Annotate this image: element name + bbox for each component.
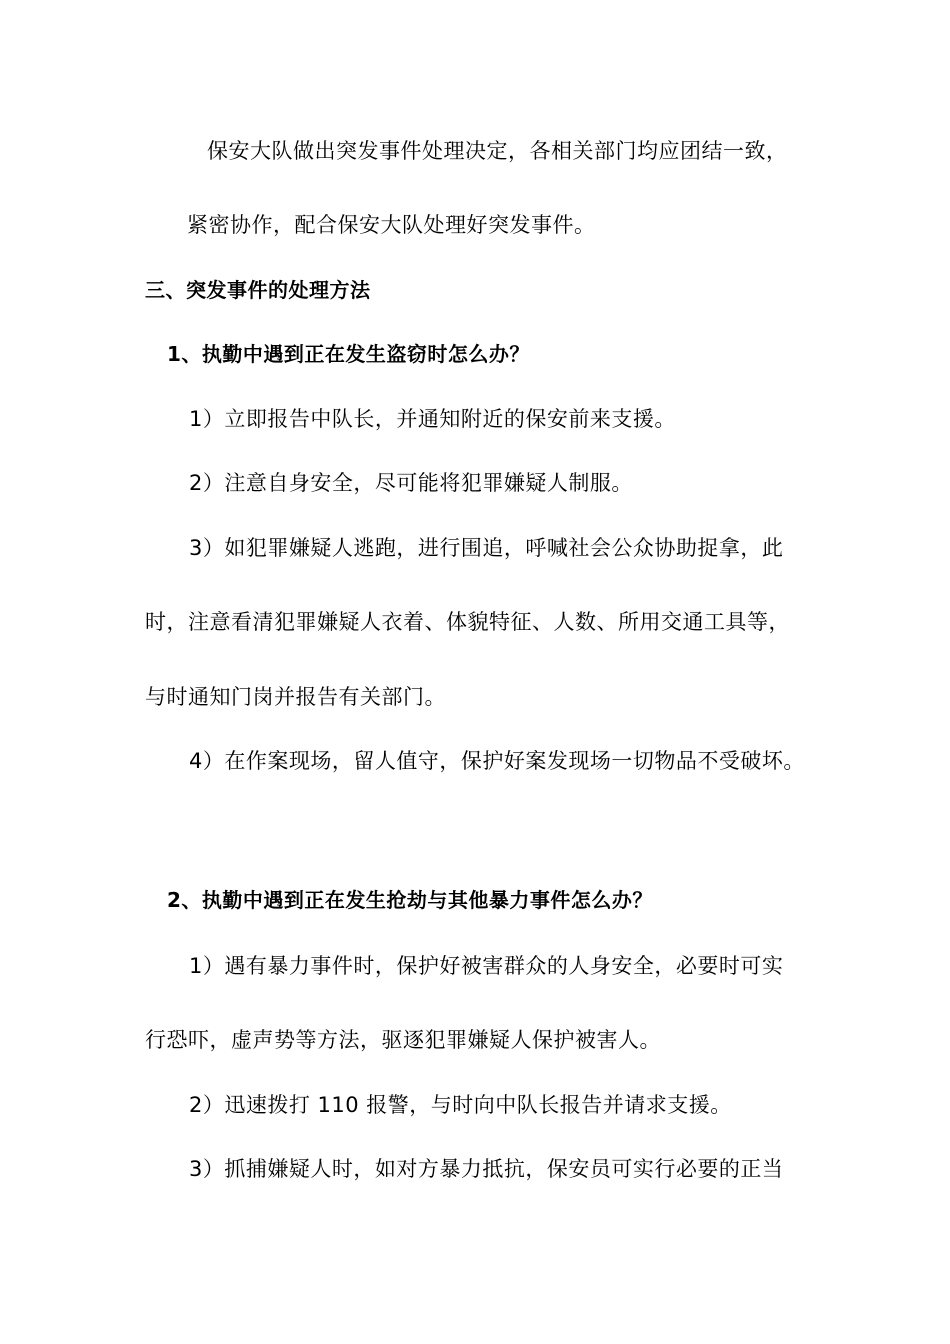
list-item: 3）如犯罪嫌疑人逃跑，进行围追，呼喊社会公众协助捉拿，此 [189,536,784,560]
paragraph-line: 行恐吓，虚声势等方法，驱逐犯罪嫌疑人保护被害人。 [145,1028,661,1052]
paragraph-line: 保安大队做出突发事件处理决定，各相关部门均应团结一致， [207,139,788,163]
list-item: 2）注意自身安全，尽可能将犯罪嫌疑人制服。 [189,471,633,495]
subsection-heading: 2、执勤中遇到正在发生抢劫与其他暴力事件怎么办？ [167,888,653,912]
list-item: 3）抓捕嫌疑人时，如对方暴力抵抗，保安员可实行必要的正当 [189,1157,784,1181]
section-heading: 三、突发事件的处理方法 [145,278,371,302]
paragraph-line: 紧密协作，配合保安大队处理好突发事件。 [187,213,596,237]
list-item: 1）遇有暴力事件时，保护好被害群众的人身安全，必要时可实 [189,954,784,978]
paragraph-line: 与时通知门岗并报告有关部门。 [145,685,446,709]
list-item: 2）迅速拨打 110 报警，与时向中队长报告并请求支援。 [189,1093,732,1117]
subsection-heading: 1、执勤中遇到正在发生盗窃时怎么办？ [167,342,530,366]
list-item: 4）在作案现场，留人值守，保护好案发现场一切物品不受破坏。 [189,749,805,773]
paragraph-line: 时，注意看清犯罪嫌疑人衣着、体貌特征、人数、所用交通工具等， [145,610,790,634]
list-item: 1）立即报告中队长，并通知附近的保安前来支援。 [189,407,676,431]
